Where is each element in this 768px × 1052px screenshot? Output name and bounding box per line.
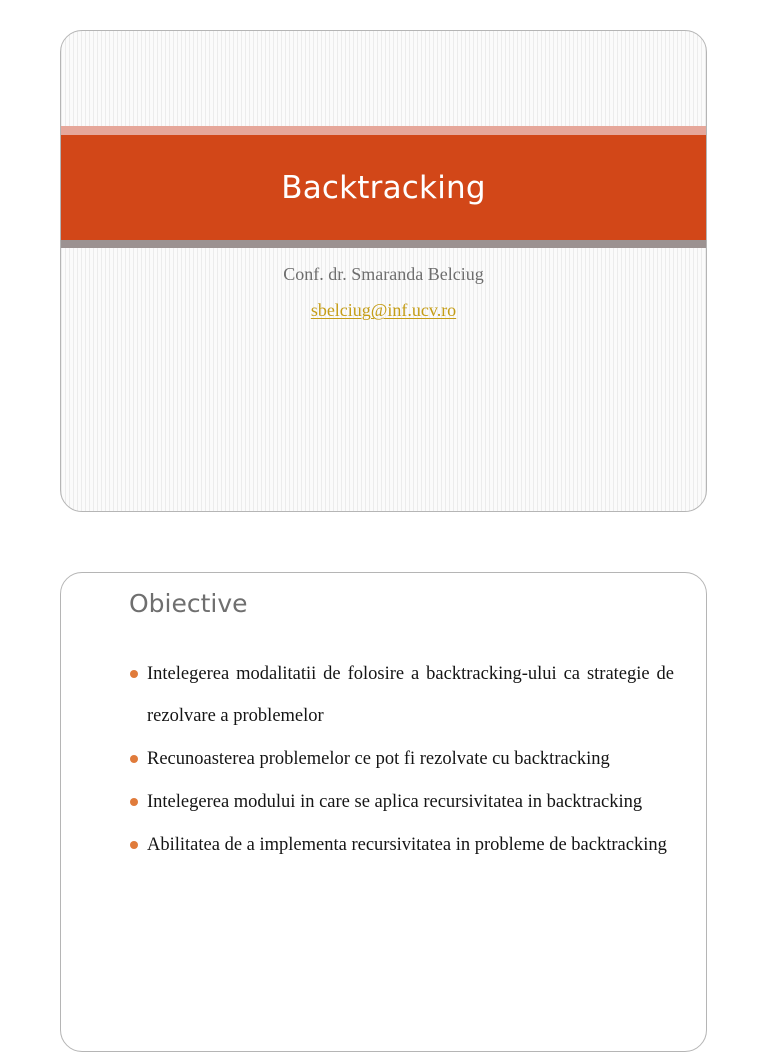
objective-text: Intelegerea modalitatii de folosire a backtracking-ului ca strategie de rezolvare a problemelor bbox=[147, 664, 674, 726]
title-band-bottom-stripe bbox=[61, 240, 706, 248]
title-band-top-stripe bbox=[61, 126, 706, 135]
objective-text: Intelegerea modului in care se aplica recursivitatea in backtracking bbox=[147, 792, 643, 812]
title-slide bbox=[60, 30, 707, 512]
objective-text: Abilitatea de a implementa recursivitatea in probleme de backtracking bbox=[147, 835, 667, 855]
bullet-dot-icon bbox=[130, 841, 138, 849]
slide-title: Backtracking bbox=[281, 169, 486, 206]
title-band bbox=[61, 135, 706, 240]
objective-text: Recunoasterea problemelor ce pot fi rezolvate cu backtracking bbox=[147, 749, 610, 769]
objective-item bbox=[129, 653, 674, 737]
objective-item bbox=[129, 781, 674, 823]
objectives-list bbox=[129, 653, 674, 867]
objective-item bbox=[129, 824, 674, 866]
author-email-container bbox=[61, 300, 706, 321]
author-email-link[interactable]: sbelciug@inf.ucv.ro bbox=[310, 300, 457, 320]
bullet-dot-icon bbox=[130, 798, 138, 806]
objectives-heading: Obiective bbox=[129, 589, 248, 618]
objective-item bbox=[129, 738, 674, 780]
bullet-dot-icon bbox=[130, 755, 138, 763]
bullet-dot-icon bbox=[130, 670, 138, 678]
author-name: Conf. dr. Smaranda Belciug bbox=[283, 264, 484, 284]
objectives-slide bbox=[60, 572, 707, 1052]
